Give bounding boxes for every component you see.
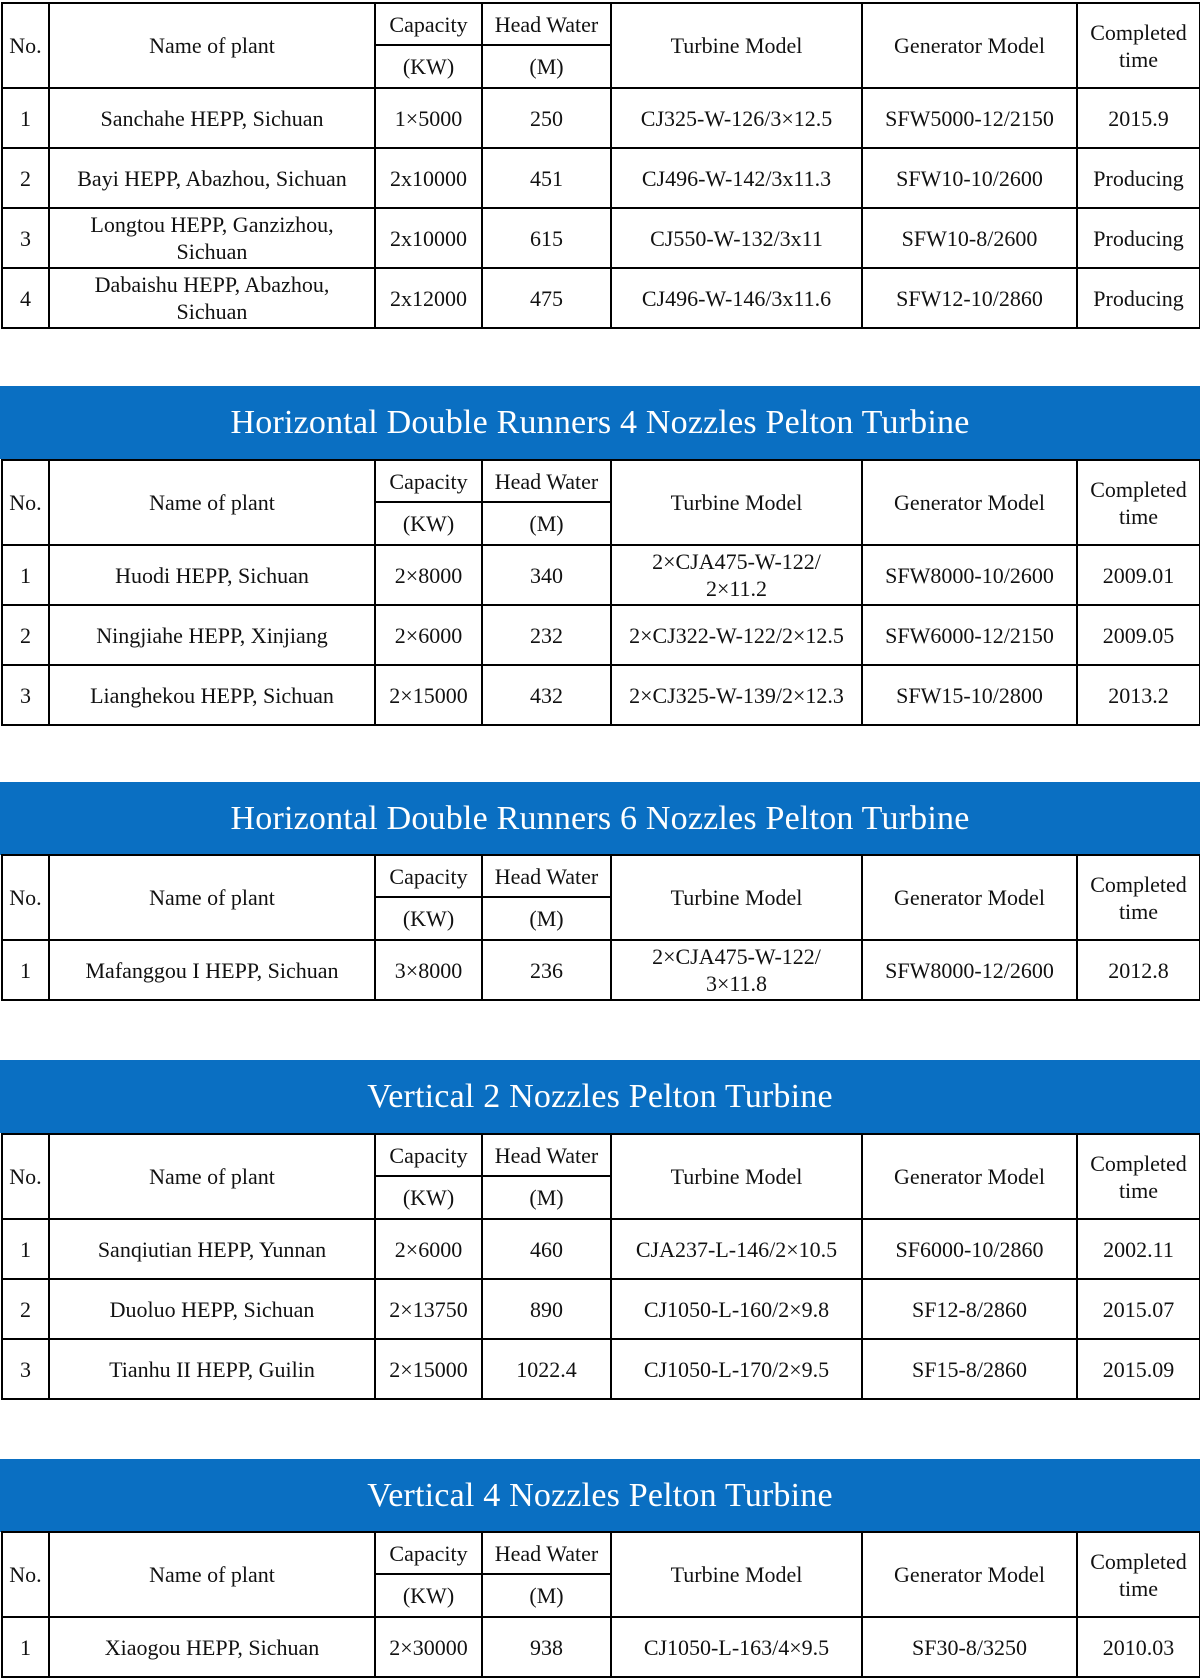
header-generator-model: Generator Model xyxy=(862,3,1077,88)
head-value: 460 xyxy=(482,1219,611,1279)
header-generator-model: Generator Model xyxy=(862,460,1077,545)
plant-table xyxy=(1,459,1200,726)
header-no: No. xyxy=(2,1134,49,1219)
turbine-model: CJA237-L-146/2×10.5 xyxy=(611,1219,862,1279)
header-turbine-model: Turbine Model xyxy=(611,460,862,545)
completed-time: 2012.8 xyxy=(1077,940,1200,1000)
header-name-of-plant: Name of plant xyxy=(49,855,375,940)
completed-time: 2015.9 xyxy=(1077,88,1200,148)
header-capacity-unit: (KW) xyxy=(375,502,482,545)
header-completed-time: Completed time xyxy=(1077,1532,1200,1617)
table-row xyxy=(2,940,1200,1000)
table-row xyxy=(2,1617,1200,1677)
completed-time: 2015.07 xyxy=(1077,1279,1200,1339)
turbine-model: CJ1050-L-170/2×9.5 xyxy=(611,1339,862,1399)
row-no: 3 xyxy=(2,1339,49,1399)
head-value: 451 xyxy=(482,148,611,208)
table-row xyxy=(2,1279,1200,1339)
header-name-of-plant: Name of plant xyxy=(49,3,375,88)
capacity-value: 1×5000 xyxy=(375,88,482,148)
header-name-of-plant: Name of plant xyxy=(49,460,375,545)
generator-model: SFW15-10/2800 xyxy=(862,665,1077,725)
head-value: 432 xyxy=(482,665,611,725)
header-no: No. xyxy=(2,1532,49,1617)
table-row xyxy=(2,1339,1200,1399)
generator-model: SF30-8/3250 xyxy=(862,1617,1077,1677)
capacity-value: 2×13750 xyxy=(375,1279,482,1339)
generator-model: SFW12-10/2860 xyxy=(862,268,1077,328)
header-no: No. xyxy=(2,3,49,88)
header-head-water: Head Water xyxy=(482,1532,611,1574)
header-completed-time: Completed time xyxy=(1077,1134,1200,1219)
header-capacity-unit: (KW) xyxy=(375,1574,482,1617)
section-title: Vertical 2 Nozzles Pelton Turbine xyxy=(0,1060,1200,1133)
header-head-unit: (M) xyxy=(482,502,611,545)
capacity-value: 2×30000 xyxy=(375,1617,482,1677)
plant-name: Tianhu II HEPP, Guilin xyxy=(49,1339,375,1399)
capacity-value: 2×15000 xyxy=(375,665,482,725)
header-capacity: Capacity xyxy=(375,855,482,897)
plant-table xyxy=(1,1531,1200,1678)
capacity-value: 2×6000 xyxy=(375,605,482,665)
capacity-value: 3×8000 xyxy=(375,940,482,1000)
row-no: 1 xyxy=(2,940,49,1000)
header-turbine-model: Turbine Model xyxy=(611,855,862,940)
row-no: 1 xyxy=(2,1219,49,1279)
completed-time: Producing xyxy=(1077,268,1200,328)
plant-name: Xiaogou HEPP, Sichuan xyxy=(49,1617,375,1677)
header-head-water: Head Water xyxy=(482,460,611,502)
completed-time: 2013.2 xyxy=(1077,665,1200,725)
plant-name: Mafanggou I HEPP, Sichuan xyxy=(49,940,375,1000)
generator-model: SFW5000-12/2150 xyxy=(862,88,1077,148)
generator-model: SFW10-8/2600 xyxy=(862,208,1077,268)
plant-name: Duoluo HEPP, Sichuan xyxy=(49,1279,375,1339)
header-turbine-model: Turbine Model xyxy=(611,3,862,88)
row-no: 4 xyxy=(2,268,49,328)
header-completed-time: Completed time xyxy=(1077,3,1200,88)
header-no: No. xyxy=(2,855,49,940)
table-row xyxy=(2,88,1200,148)
header-head-water: Head Water xyxy=(482,855,611,897)
plant-name: Lianghekou HEPP, Sichuan xyxy=(49,665,375,725)
table-row xyxy=(2,208,1200,268)
completed-time: Producing xyxy=(1077,208,1200,268)
generator-model: SF6000-10/2860 xyxy=(862,1219,1077,1279)
header-name-of-plant: Name of plant xyxy=(49,1532,375,1617)
plant-name: Sanqiutian HEPP, Yunnan xyxy=(49,1219,375,1279)
capacity-value: 2x10000 xyxy=(375,208,482,268)
capacity-value: 2×6000 xyxy=(375,1219,482,1279)
row-no: 1 xyxy=(2,545,49,605)
header-completed-time: Completed time xyxy=(1077,855,1200,940)
section-title: Vertical 4 Nozzles Pelton Turbine xyxy=(0,1459,1200,1532)
header-capacity: Capacity xyxy=(375,3,482,45)
header-head-water: Head Water xyxy=(482,1134,611,1176)
turbine-model: CJ1050-L-163/4×9.5 xyxy=(611,1617,862,1677)
header-capacity-unit: (KW) xyxy=(375,45,482,88)
capacity-value: 2x10000 xyxy=(375,148,482,208)
turbine-model: CJ496-W-142/3x11.3 xyxy=(611,148,862,208)
header-generator-model: Generator Model xyxy=(862,855,1077,940)
plant-name: Bayi HEPP, Abazhou, Sichuan xyxy=(49,148,375,208)
header-turbine-model: Turbine Model xyxy=(611,1134,862,1219)
plant-name: Sanchahe HEPP, Sichuan xyxy=(49,88,375,148)
capacity-value: 2x12000 xyxy=(375,268,482,328)
header-head-water: Head Water xyxy=(482,3,611,45)
turbine-model: CJ496-W-146/3x11.6 xyxy=(611,268,862,328)
plant-name: Dabaishu HEPP, Abazhou, Sichuan xyxy=(49,268,375,328)
row-no: 3 xyxy=(2,665,49,725)
row-no: 1 xyxy=(2,88,49,148)
completed-time: 2009.05 xyxy=(1077,605,1200,665)
turbine-model: 2×CJ325-W-139/2×12.3 xyxy=(611,665,862,725)
head-value: 236 xyxy=(482,940,611,1000)
turbine-model: CJ550-W-132/3x11 xyxy=(611,208,862,268)
header-capacity: Capacity xyxy=(375,1134,482,1176)
capacity-value: 2×15000 xyxy=(375,1339,482,1399)
row-no: 2 xyxy=(2,605,49,665)
generator-model: SFW10-10/2600 xyxy=(862,148,1077,208)
section-title: Horizontal Double Runners 4 Nozzles Pelton Turbine xyxy=(0,386,1200,459)
plant-table xyxy=(1,2,1200,329)
plant-name: Longtou HEPP, Ganzizhou, Sichuan xyxy=(49,208,375,268)
completed-time: 2002.11 xyxy=(1077,1219,1200,1279)
header-head-unit: (M) xyxy=(482,897,611,940)
generator-model: SF12-8/2860 xyxy=(862,1279,1077,1339)
table-row xyxy=(2,268,1200,328)
head-value: 340 xyxy=(482,545,611,605)
completed-time: Producing xyxy=(1077,148,1200,208)
head-value: 890 xyxy=(482,1279,611,1339)
head-value: 938 xyxy=(482,1617,611,1677)
generator-model: SF15-8/2860 xyxy=(862,1339,1077,1399)
header-capacity-unit: (KW) xyxy=(375,1176,482,1219)
header-no: No. xyxy=(2,460,49,545)
completed-time: 2015.09 xyxy=(1077,1339,1200,1399)
header-capacity: Capacity xyxy=(375,460,482,502)
header-name-of-plant: Name of plant xyxy=(49,1134,375,1219)
row-no: 2 xyxy=(2,148,49,208)
header-head-unit: (M) xyxy=(482,1176,611,1219)
section-title: Horizontal Double Runners 6 Nozzles Pelton Turbine xyxy=(0,782,1200,855)
completed-time: 2009.01 xyxy=(1077,545,1200,605)
header-capacity-unit: (KW) xyxy=(375,897,482,940)
header-generator-model: Generator Model xyxy=(862,1134,1077,1219)
plant-table xyxy=(1,854,1200,1001)
header-completed-time: Completed time xyxy=(1077,460,1200,545)
header-head-unit: (M) xyxy=(482,45,611,88)
head-value: 250 xyxy=(482,88,611,148)
turbine-model: 2×CJA475-W-122/2×11.2 xyxy=(611,545,862,605)
table-row xyxy=(2,148,1200,208)
plant-name: Ningjiahe HEPP, Xinjiang xyxy=(49,605,375,665)
head-value: 232 xyxy=(482,605,611,665)
completed-time: 2010.03 xyxy=(1077,1617,1200,1677)
row-no: 3 xyxy=(2,208,49,268)
table-row xyxy=(2,605,1200,665)
plant-name: Huodi HEPP, Sichuan xyxy=(49,545,375,605)
header-generator-model: Generator Model xyxy=(862,1532,1077,1617)
turbine-model: CJ1050-L-160/2×9.8 xyxy=(611,1279,862,1339)
row-no: 2 xyxy=(2,1279,49,1339)
header-capacity: Capacity xyxy=(375,1532,482,1574)
turbine-model: 2×CJ322-W-122/2×12.5 xyxy=(611,605,862,665)
turbine-model: 2×CJA475-W-122/3×11.8 xyxy=(611,940,862,1000)
generator-model: SFW6000-12/2150 xyxy=(862,605,1077,665)
header-head-unit: (M) xyxy=(482,1574,611,1617)
head-value: 475 xyxy=(482,268,611,328)
turbine-model: CJ325-W-126/3×12.5 xyxy=(611,88,862,148)
capacity-value: 2×8000 xyxy=(375,545,482,605)
head-value: 1022.4 xyxy=(482,1339,611,1399)
generator-model: SFW8000-12/2600 xyxy=(862,940,1077,1000)
table-row xyxy=(2,665,1200,725)
table-row xyxy=(2,1219,1200,1279)
table-row xyxy=(2,545,1200,605)
plant-table xyxy=(1,1133,1200,1400)
header-turbine-model: Turbine Model xyxy=(611,1532,862,1617)
row-no: 1 xyxy=(2,1617,49,1677)
head-value: 615 xyxy=(482,208,611,268)
generator-model: SFW8000-10/2600 xyxy=(862,545,1077,605)
